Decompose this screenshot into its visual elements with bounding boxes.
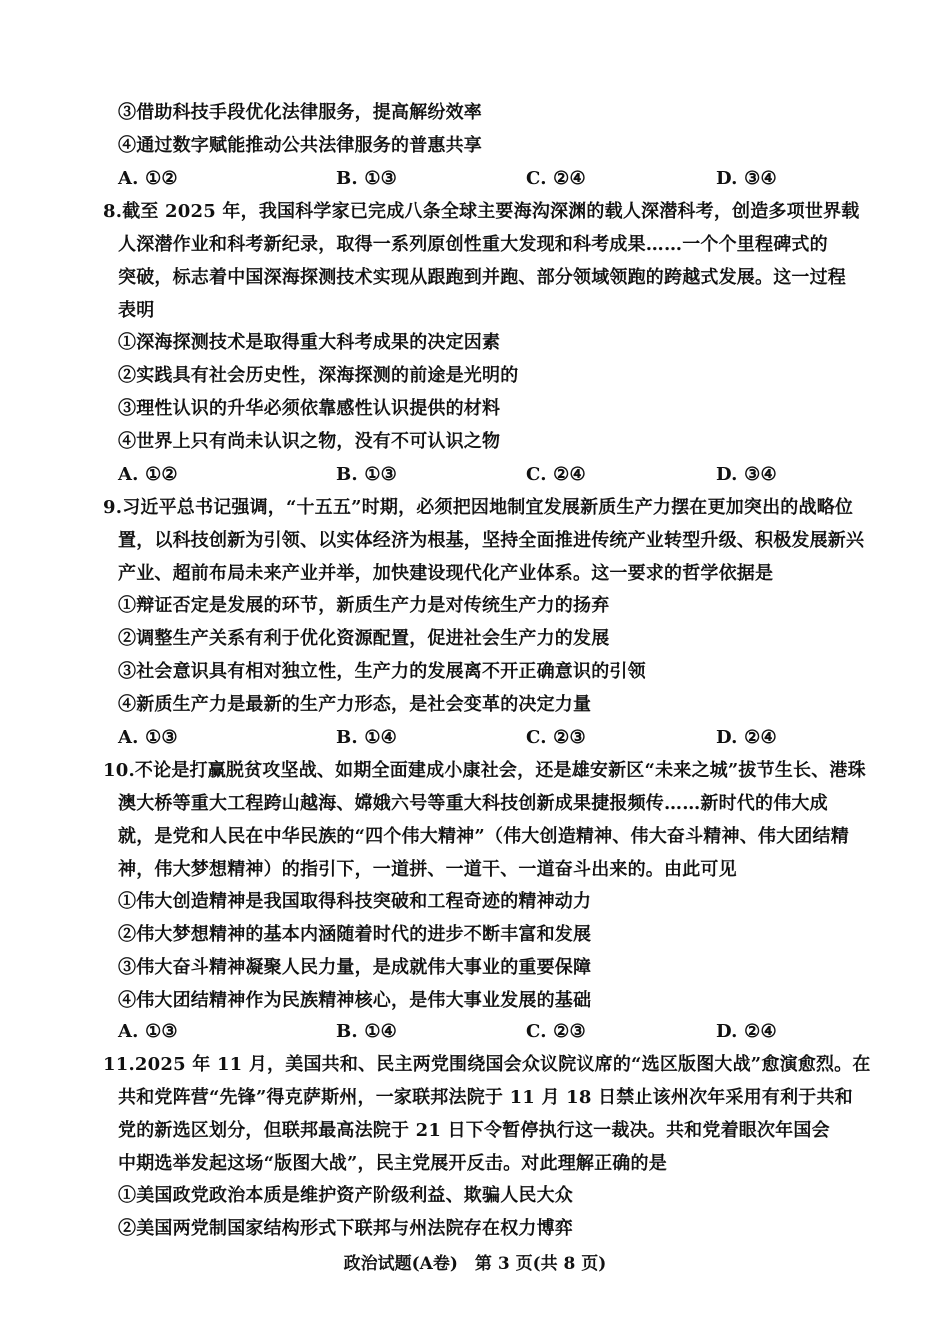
stem-text: 8.截至 2025 年，我国科学家已完成八条全球主要海沟深渊的载人深潜科考，创造多项世界载 <box>103 201 860 222</box>
choice-d: D. ②④ <box>716 727 777 748</box>
statement-text: ②伟大梦想精神的基本内涵随着时代的进步不断丰富和发展 <box>118 924 592 945</box>
statement-text: ①美国政党政治本质是维护资产阶级利益、欺骗人民大众 <box>118 1185 573 1206</box>
statement-text: ②美国两党制国家结构形式下联邦与州法院存在权力博弈 <box>118 1218 573 1239</box>
choice-d: D. ③④ <box>716 168 777 189</box>
statement-text: ③伟大奋斗精神凝聚人民力量，是成就伟大事业的重要保障 <box>118 957 592 978</box>
choice-c: C. ②④ <box>526 464 586 485</box>
choice-a: A. ①③ <box>118 1021 178 1042</box>
choice-b: B. ①③ <box>336 168 398 189</box>
stem-text: 突破，标志着中国深海探测技术实现从跟跑到并跑、部分领域领跑的跨越式发展。这一过程 <box>118 267 846 288</box>
stem-text: 10.不论是打赢脱贫攻坚战、如期全面建成小康社会，还是雄安新区“未来之城”拔节生长、港珠 <box>103 760 866 781</box>
statement-text: ④通过数字赋能推动公共法律服务的普惠共享 <box>118 135 482 156</box>
statement-text: ③理性认识的升华必须依靠感性认识提供的材料 <box>118 398 501 419</box>
stem-text: 中期选举发起这场“版图大战”，民主党展开反击。对此理解正确的是 <box>118 1153 667 1174</box>
statement-text: ④伟大团结精神作为民族精神核心，是伟大事业发展的基础 <box>118 990 592 1011</box>
stem-text: 就，是党和人民在中华民族的“四个伟大精神”（伟大创造精神、伟大奋斗精神、伟大团结精 <box>118 826 849 847</box>
statement-text: ③社会意识具有相对独立性，生产力的发展离不开正确意识的引领 <box>118 661 646 682</box>
stem-text: 11.2025 年 11 月，美国共和、民主两党围绕国会众议院议席的“选区版图大战”愈演愈烈。在 <box>103 1054 871 1075</box>
stem-text: 人深潜作业和科考新纪录，取得一系列原创性重大发现和科考成果……一个个里程碑式的 <box>118 234 828 255</box>
choice-d: D. ③④ <box>716 464 777 485</box>
statement-text: ②实践具有社会历史性，深海探测的前途是光明的 <box>118 365 519 386</box>
statement-text: ④世界上只有尚未认识之物，没有不可认识之物 <box>118 431 501 452</box>
statement-text: ①深海探测技术是取得重大科考成果的决定因素 <box>118 332 501 353</box>
statement-text: ③借助科技手段优化法律服务，提高解纷效率 <box>118 102 482 123</box>
choice-b: B. ①④ <box>336 727 398 748</box>
stem-text: 神，伟大梦想精神）的指引下，一道拼、一道干、一道奋斗出来的。由此可见 <box>118 859 737 880</box>
stem-text: 产业、超前布局未来产业并举，加快建设现代化产业体系。这一要求的哲学依据是 <box>118 563 774 584</box>
stem-text: 置，以科技创新为引领、以实体经济为根基，坚持全面推进传统产业转型升级、积极发展新兴 <box>118 530 865 551</box>
choice-b: B. ①④ <box>336 1021 398 1042</box>
choice-a: A. ①② <box>118 464 178 485</box>
stem-text: 9.习近平总书记强调，“十五五”时期，必须把因地制宜发展新质生产力摆在更加突出的战略位 <box>103 497 854 518</box>
choice-a: A. ①③ <box>118 727 178 748</box>
choice-c: C. ②③ <box>526 1021 586 1042</box>
choice-b: B. ①③ <box>336 464 398 485</box>
stem-text: 表明 <box>118 300 155 321</box>
page-footer: 政治试题(A卷) 第 3 页(共 8 页) <box>343 1254 607 1274</box>
choice-c: C. ②④ <box>526 168 586 189</box>
choice-c: C. ②③ <box>526 727 586 748</box>
statement-text: ①伟大创造精神是我国取得科技突破和工程奇迹的精神动力 <box>118 891 592 912</box>
stem-text: 共和党阵营“先锋”得克萨斯州，一家联邦法院于 11 月 18 日禁止该州次年采用有利于共和 <box>118 1087 853 1108</box>
statement-text: ①辩证否定是发展的环节，新质生产力是对传统生产力的扬弃 <box>118 595 610 616</box>
stem-text: 澳大桥等重大工程跨山越海、嫦娥六号等重大科技创新成果捷报频传……新时代的伟大成 <box>118 793 828 814</box>
choice-a: A. ①② <box>118 168 178 189</box>
choice-d: D. ②④ <box>716 1021 777 1042</box>
statement-text: ④新质生产力是最新的生产力形态，是社会变革的决定力量 <box>118 694 592 715</box>
stem-text: 党的新选区划分，但联邦最高法院于 21 日下令暂停执行这一裁决。共和党着眼次年国会 <box>118 1120 830 1141</box>
statement-text: ②调整生产关系有利于优化资源配置，促进社会生产力的发展 <box>118 628 610 649</box>
